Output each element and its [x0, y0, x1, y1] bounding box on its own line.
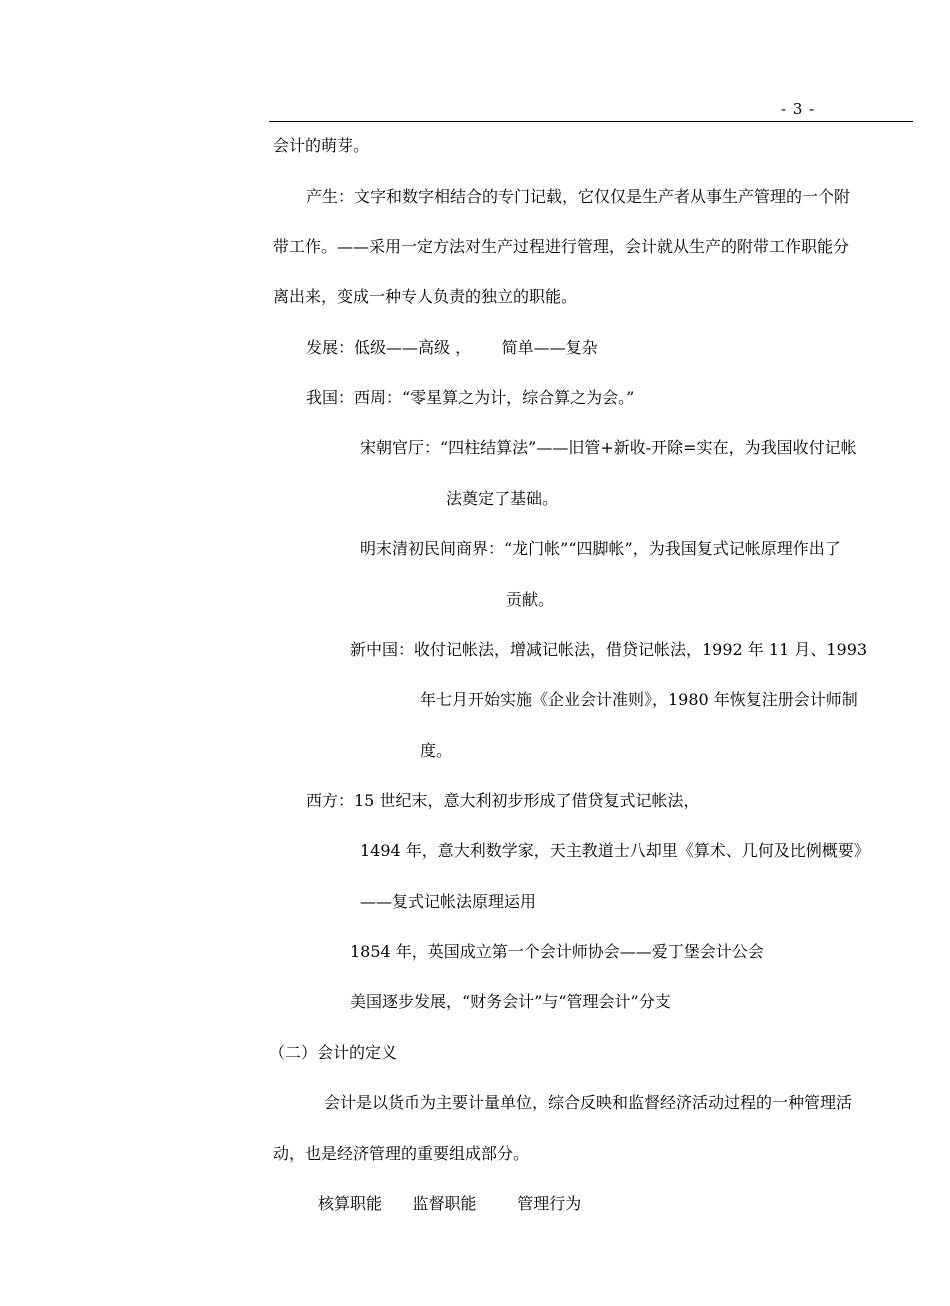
body-line-12: 年七月开始实施《企业会计准则》，1980 年恢复注册会计师制: [420, 690, 858, 709]
body-line-14: 西方：15 世纪末，意大利初步形成了借贷复式记帐法，: [306, 791, 700, 810]
section-heading: （二）会计的定义: [269, 1043, 398, 1062]
body-line-11: 新中国：收付记帐法，增减记帐法，借贷记帐法，1992 年 11 月、1993: [350, 640, 868, 659]
body-line-10: 贡献。: [506, 590, 555, 609]
body-line-22: 核算职能 监督职能 管理行为: [318, 1194, 582, 1213]
body-line-8: 法奠定了基础。: [446, 489, 559, 508]
body-line-15: 1494 年，意大利数学家，天主教道士八却里《算术、几何及比例概要》: [360, 841, 870, 860]
body-line-13: 度。: [420, 741, 453, 760]
body-line-21: 动，也是经济管理的重要组成部分。: [273, 1144, 530, 1163]
page-number: - 3 -: [781, 100, 816, 118]
body-line-4: 离出来，变成一种专人负责的独立的职能。: [273, 287, 578, 306]
body-line-16: ——复式记帐法原理运用: [360, 892, 537, 911]
body-line-6: 我国：西周：“零星算之为计，综合算之为会。”: [306, 388, 635, 407]
body-line-1: 会计的萌芽。: [273, 136, 370, 155]
body-line-18: 美国逐步发展，“财务会计”与“管理会计”分支: [350, 992, 671, 1011]
body-line-3: 带工作。——采用一定方法对生产过程进行管理，会计就从生产的附带工作职能分: [273, 237, 850, 256]
body-line-20: 会计是以货币为主要计量单位，综合反映和监督经济活动过程的一种管理活: [324, 1093, 853, 1112]
body-line-9: 明末清初民间商界：“龙门帐”“四脚帐”，为我国复式记帐原理作出了: [360, 539, 841, 558]
body-line-17: 1854 年，英国成立第一个会计师协会——爱丁堡会计公会: [350, 942, 764, 961]
header-rule: [269, 121, 913, 122]
body-line-7: 宋朝官厅：“四柱结算法”——旧管+新收-开除=实在，为我国收付记帐: [360, 438, 857, 457]
body-line-2: 产生：文字和数字相结合的专门记载，它仅仅是生产者从事生产管理的一个附: [306, 187, 851, 206]
body-line-5: 发展：低级——高级 ， 简单——复杂: [306, 338, 598, 357]
